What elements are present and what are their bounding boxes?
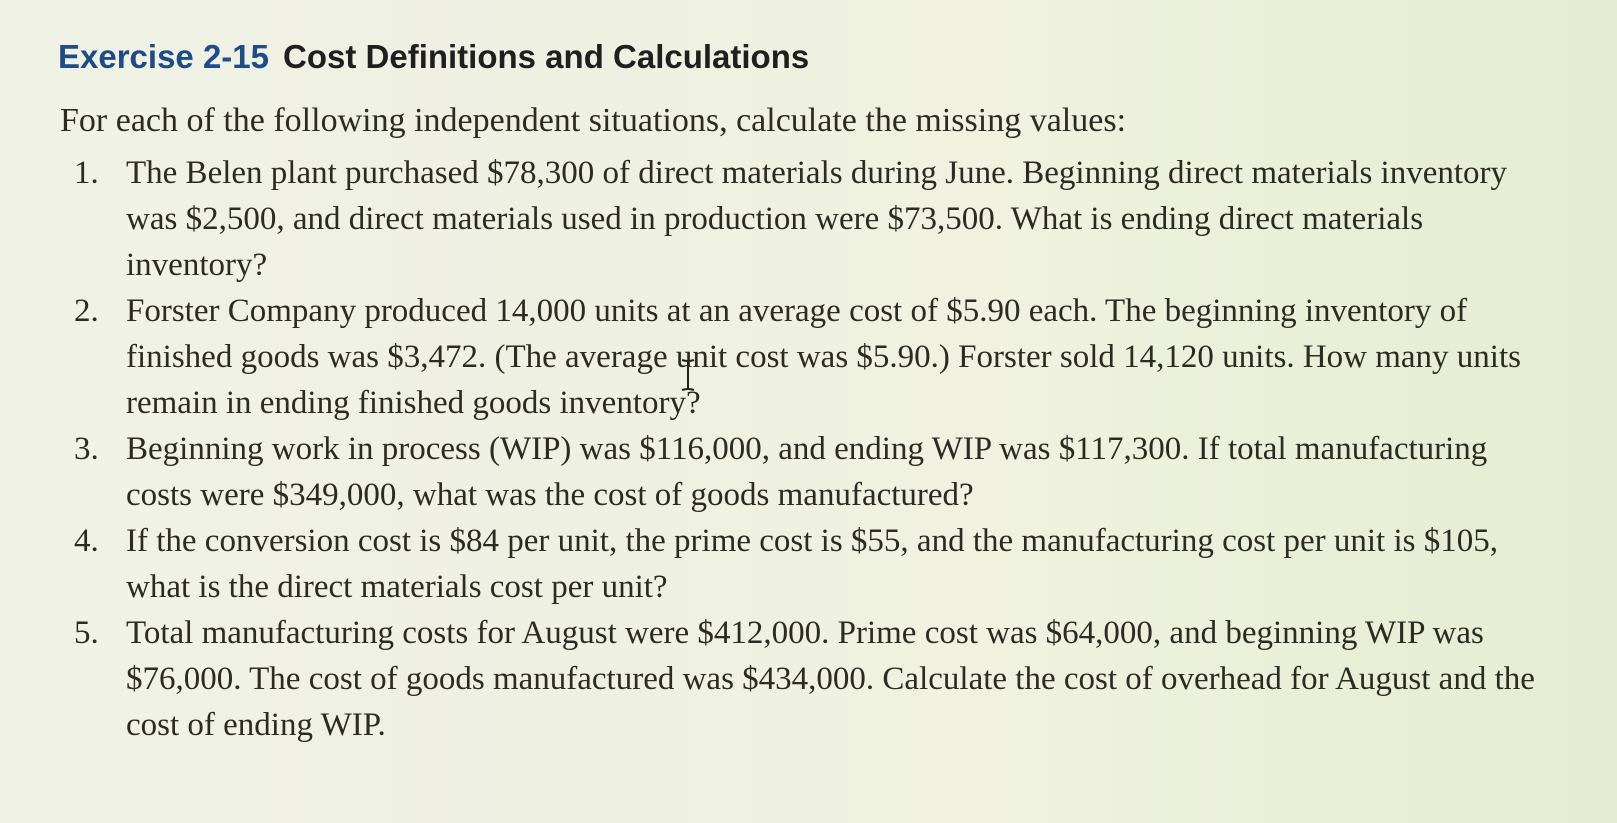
item-number: 4. [74, 523, 99, 559]
item-number: 5. [74, 615, 99, 651]
item-number: 3. [74, 431, 99, 467]
item-text: Forster Company produced 14,000 units at an average cost of $5.90 each. The beginning inventory of finished goods was $3,472. (The average unit cost was $5.90.) Forster sold 14,120 units. How many units remain in ending finished goods inventory? [126, 293, 1521, 421]
item-number: 2. [74, 293, 99, 329]
item-number: 1. [74, 155, 99, 191]
item-text: Total manufacturing costs for August were $412,000. Prime cost was $64,000, and beginning WIP was $76,000. The cost of goods manufactured was $434,000. Calculate the cost of overhead for August and the cost of ending WIP. [126, 615, 1535, 743]
list-item [74, 610, 1554, 748]
item-text: If the conversion cost is $84 per unit, the prime cost is $55, and the manufacturing cost per unit is $105, what is the direct materials cost per unit? [126, 523, 1498, 605]
exercise-instructions: For each of the following independent situations, calculate the missing values: [60, 102, 1127, 139]
exercise-number: Exercise 2-15 [58, 38, 270, 75]
text-cursor-icon [680, 358, 696, 392]
list-item [74, 150, 1554, 288]
list-item [74, 426, 1554, 518]
question-list [74, 150, 1554, 748]
exercise-heading [58, 38, 809, 76]
item-text: Beginning work in process (WIP) was $116,000, and ending WIP was $117,300. If total manufacturing costs were $349,000, what was the cost of goods manufactured? [126, 431, 1488, 513]
list-item [74, 288, 1554, 426]
list-item [74, 518, 1554, 610]
exercise-title: Cost Definitions and Calculations [283, 38, 810, 75]
item-text: The Belen plant purchased $78,300 of direct materials during June. Beginning direct materials inventory was $2,500, and direct materials used in production were $73,500. What is ending direct materials inventory? [126, 155, 1508, 283]
